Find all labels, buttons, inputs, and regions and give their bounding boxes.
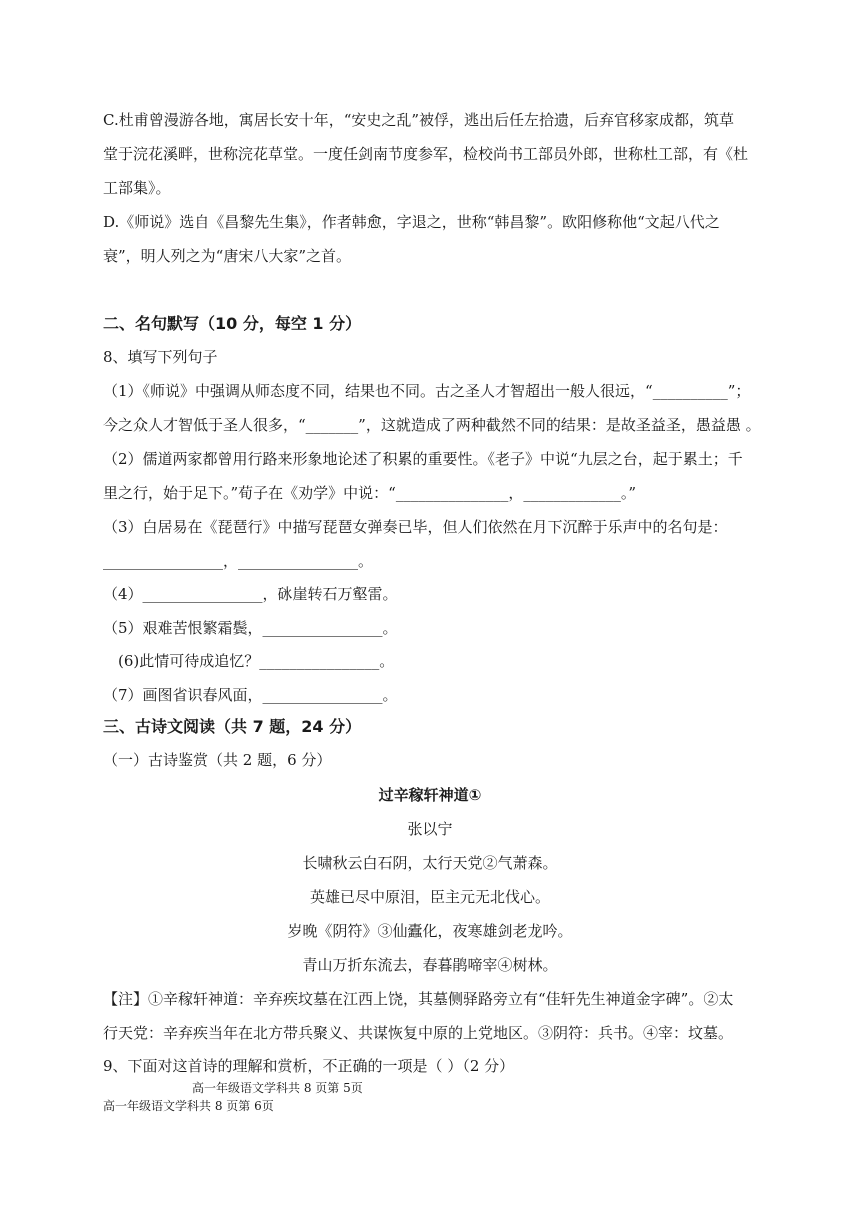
poem-note-line-2: 行天党：辛弃疾当年在北方带兵聚义、共谋恢复中原的上党地区。③阴符：兵书。④宰：坟墓。 (103, 1024, 734, 1042)
question-8-1-line-2: 今之众人才智低于圣人很多，“_______”，这就造成了两种截然不同的结果：是故圣益圣，愚益愚 。 (103, 416, 761, 434)
question-8-3-line-1: （3）白居易在《琵琶行》中描写琵琶女弹奏已毕，但人们依然在月下沉醉于乐声中的名句是： (103, 518, 728, 536)
question-8-7: （7）画图省识春风面，________________。 (103, 686, 398, 704)
question-8-5: （5）艰难苦恨繁霜鬓，________________。 (103, 619, 398, 637)
question-8-2-line-1: （2）儒道两家都曾用行路来形象地论述了积累的重要性。《老子》中说“九层之台，起于累土；千 (103, 450, 743, 468)
poem-line-4: 青山万折东流去，春暮鹃啼宰④树林。 (302, 956, 558, 974)
poem-line-1: 长啸秋云白石阴，太行天党②气萧森。 (302, 854, 558, 872)
poem-author: 张以宁 (407, 820, 453, 838)
poem-line-3: 岁晚《阴符》③仙蠹化，夜寒雄剑老龙吟。 (287, 922, 573, 940)
page-footer-6: 高一年级语文学科共 8 页第 6页 (103, 1099, 274, 1113)
question-9: 9、下面对这首诗的理解和赏析，不正确的一项是（ ）（2 分） (103, 1057, 515, 1075)
option-c-line-2: 堂于浣花溪畔，世称浣花草堂。一度任剑南节度参军，检校尚书工部员外郎，世称杜工部，有《杜 (103, 145, 749, 163)
subsection-1-heading: （一）古诗鉴赏（共 2 题，6 分） (103, 751, 332, 769)
poem-note-line-1: 【注】①辛稼轩神道：辛弃疾坟墓在江西上饶，其墓侧驿路旁立有“佳轩先生神道金字碑”。②太 (103, 990, 734, 1008)
option-c-line-3: 工部集》。 (103, 179, 171, 197)
question-8-6: (6)此情可待成追忆？________________。 (118, 652, 395, 670)
question-8-1-line-1: （1）《师说》中强调从师态度不同，结果也不同。古之圣人才智超出一般人很远，“__________”； (103, 382, 751, 400)
section-3-heading: 三、古诗文阅读（共 7 题，24 分） (103, 717, 362, 736)
question-8-3-line-2: ________________，________________。 (103, 552, 374, 570)
option-c-line-1: C.杜甫曾漫游各地，寓居长安十年，“安史之乱”被俘，逃出后任左拾遗，后弃官移家成都，筑草 (103, 111, 735, 129)
question-8: 8、填写下列句子 (103, 348, 218, 366)
section-2-heading: 二、名句默写（10 分，每空 1 分） (103, 314, 362, 333)
poem-line-2: 英雄已尽中原泪，臣主元无北伐心。 (309, 888, 550, 906)
option-d-line-1: D.《师说》选自《昌黎先生集》，作者韩愈，字退之，世称“韩昌黎”。欧阳修称他“文起八代之 (103, 213, 720, 231)
question-8-4: （4）________________，砯崖转石万壑雷。 (103, 585, 398, 603)
poem-title: 过辛稼轩神道① (378, 786, 482, 804)
question-8-2-line-2: 里之行，始于足下。”荀子在《劝学》中说：“_______________，_____________。” (103, 484, 637, 502)
page-footer-5: 高一年级语文学科共 8 页第 5页 (192, 1081, 363, 1095)
option-d-line-2: 衰”，明人列之为“唐宋八大家”之首。 (103, 247, 352, 265)
